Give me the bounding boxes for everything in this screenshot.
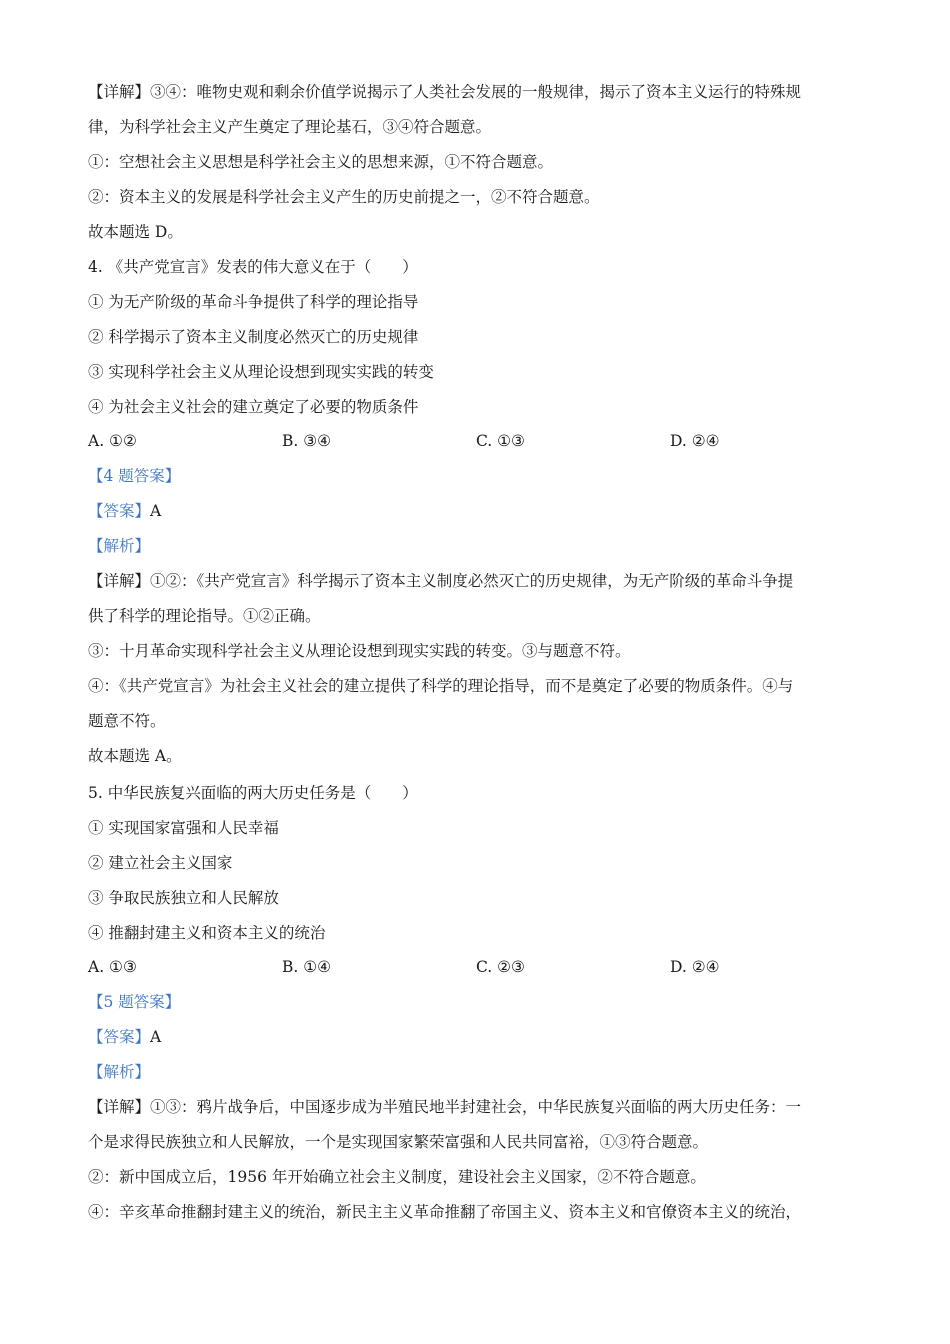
q4-item-2: ② 科学揭示了资本主义制度必然灭亡的历史规律 [88, 328, 419, 346]
q4-detail-line-2: 供了科学的理论指导。①②正确。 [88, 607, 321, 625]
q5-stem: 5. 中华民族复兴面临的两大历史任务是（ ） [88, 784, 418, 802]
q5-answer-value: A [150, 1028, 162, 1046]
q4-detail-line-1: 【详解】①②：《共产党宣言》科学揭示了资本主义制度必然灭亡的历史规律，为无产阶级的革命斗争提 [88, 572, 794, 590]
q3-conclusion: 故本题选 D。 [88, 223, 183, 241]
q5-option-a: A. ①③ [88, 958, 137, 976]
q4-answer [88, 501, 868, 521]
q3-detail-line-3: ①：空想社会主义思想是科学社会主义的思想来源，①不符合题意。 [88, 153, 554, 171]
q5-option-c: C. ②③ [476, 958, 525, 976]
q5-answer [88, 1027, 868, 1047]
q5-item-4: ④ 推翻封建主义和资本主义的统治 [88, 924, 326, 942]
q5-detail-line-2: 个是求得民族独立和人民解放，一个是实现国家繁荣富强和人民共同富裕，①③符合题意。 [88, 1133, 709, 1151]
q4-detail-line-3: ③：十月革命实现科学社会主义从理论设想到现实实践的转变。③与题意不符。 [88, 642, 631, 660]
q3-detail-line-4: ②：资本主义的发展是科学社会主义产生的历史前提之一，②不符合题意。 [88, 188, 600, 206]
q5-answer-label: 【答案】 [88, 1028, 151, 1046]
q5-option-d: D. ②④ [670, 958, 720, 976]
q5-item-2: ② 建立社会主义国家 [88, 854, 233, 872]
q3-detail-line-1: 【详解】③④：唯物史观和剩余价值学说揭示了人类社会发展的一般规律，揭示了资本主义运行的特殊规 [88, 83, 802, 101]
q4-answer-value: A [150, 502, 162, 520]
q5-item-1: ① 实现国家富强和人民幸福 [88, 819, 279, 837]
q5-item-3: ③ 争取民族独立和人民解放 [88, 889, 279, 907]
q4-option-a: A. ①② [88, 432, 137, 450]
q5-detail-line-1: 【详解】①③：鸦片战争后，中国逐步成为半殖民地半封建社会，中华民族复兴面临的两大历史任务：一 [88, 1098, 802, 1116]
q4-detail-line-5: 题意不符。 [88, 712, 166, 730]
q4-option-c: C. ①③ [476, 432, 525, 450]
q4-item-1: ① 为无产阶级的革命斗争提供了科学的理论指导 [88, 293, 419, 311]
q5-detail-line-3: ②：新中国成立后，1956 年开始确立社会主义制度，建设社会主义国家，②不符合题意。 [88, 1168, 706, 1186]
q5-analysis-label: 【解析】 [88, 1063, 151, 1081]
q5-detail-line-4: ④：辛亥革命推翻封建主义的统治，新民主主义革命推翻了帝国主义、资本主义和官僚资本主义的统治， [88, 1203, 802, 1221]
q3-detail-line-2: 律，为科学社会主义产生奠定了理论基石，③④符合题意。 [88, 118, 492, 136]
q5-option-b: B. ①④ [282, 958, 332, 976]
q4-detail-line-4: ④：《共产党宣言》为社会主义社会的建立提供了科学的理论指导，而不是奠定了必要的物质条件。④与 [88, 677, 794, 695]
q4-answer-label: 【答案】 [88, 502, 151, 520]
q4-item-4: ④ 为社会主义社会的建立奠定了必要的物质条件 [88, 398, 419, 416]
q4-analysis-label: 【解析】 [88, 537, 151, 555]
q4-stem: 4. 《共产党宣言》发表的伟大意义在于（ ） [88, 258, 418, 276]
q4-answer-heading: 【4 题答案】 [88, 467, 181, 485]
q4-conclusion: 故本题选 A。 [88, 747, 182, 765]
q4-option-b: B. ③④ [282, 432, 332, 450]
q5-answer-heading: 【5 题答案】 [88, 993, 181, 1011]
q4-option-d: D. ②④ [670, 432, 720, 450]
q4-item-3: ③ 实现科学社会主义从理论设想到现实实践的转变 [88, 363, 434, 381]
